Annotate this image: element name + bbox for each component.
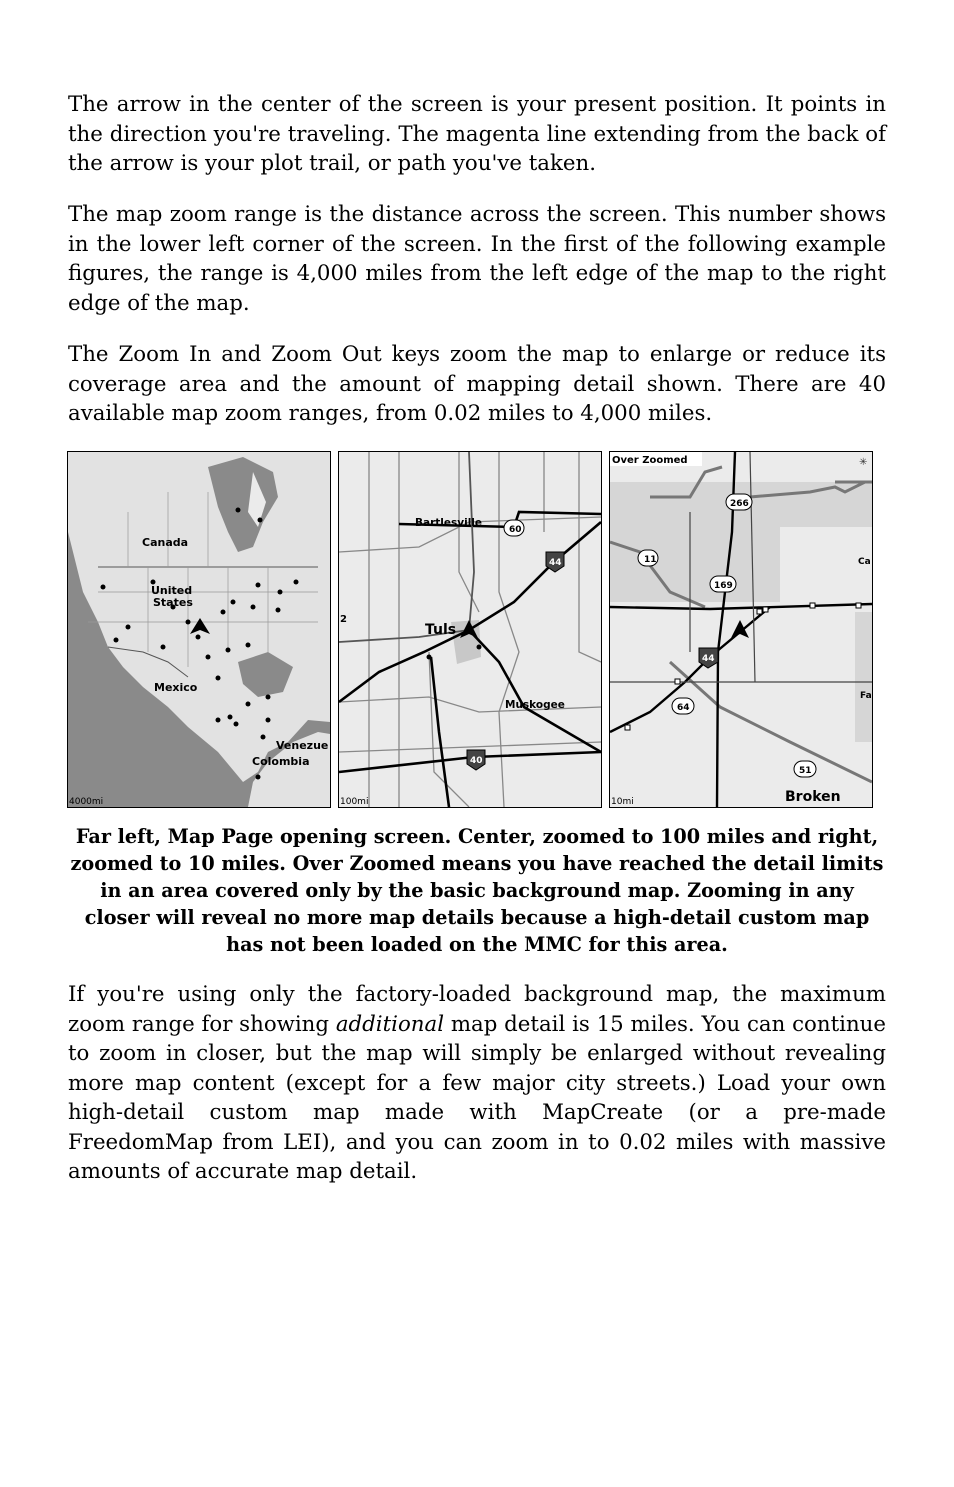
map2-range: 100mi [340,797,369,807]
map3-label-edge-f: Fa [860,691,872,701]
map1-label-colombia: Colombia [252,755,310,768]
map-screen-100mi [338,451,602,808]
map2-label-muskogee: Muskogee [505,699,565,711]
intro-paragraph-zoom-range: The map zoom range is the distance across the screen. This number shows in the lower left corner of the screen. In the first of the following example figures, the range is 4,000 miles from the left edge of the map to the right edge of the map. [68,202,886,316]
map1-label-states: States [153,596,193,609]
compass-icon: ✳ [859,457,868,468]
map2-label-bartlesville: Bartlesville [415,517,483,529]
map1-label-united: United [151,584,193,597]
map3-shield-r64: 64 [677,703,690,713]
map1-label-canada: Canada [142,536,189,549]
map3-shield-r169: 169 [714,581,733,591]
intro-paragraph-position: The arrow in the center of the screen is your present position. It points in the direction you're traveling. The magenta line extending from the back of the arrow is your plot trail, or path you've taken. [68,92,886,176]
map3-label-broken: Broken [785,789,841,805]
map1-label-mexico: Mexico [154,681,198,694]
map-screen-10mi [609,451,873,808]
p4-text-before: If you're using only the factory-loaded background map, the maximum zoom range for showing [68,982,886,1037]
map3-label-edge-c: Ca [858,557,871,567]
map2-label-edge: 2 [340,614,347,625]
map3-range: 10mi [611,797,634,807]
map-screen-4000mi [67,451,331,808]
map1-label-venezuela: Venezue [276,739,329,752]
map2-shield-i44: 44 [549,558,562,568]
map2-shield-us60: 60 [509,525,522,535]
paragraph-background-map [68,980,886,1187]
map3-shield-r11: 11 [644,555,657,565]
map3-shield-i44: 44 [702,654,715,664]
map2-label-tulsa: Tuls [425,622,457,638]
figure-caption: Far left, Map Page opening screen. Center, zoomed to 100 miles and right, zoomed to 10 miles. Over Zoomed means you have reached the detail limits in an area covered only by the basic background map. Zooming in any closer will reveal no more map details because a high-detail custom map has not been loaded on the MMC for this area. [70,825,884,956]
map3-shield-r51: 51 [799,766,812,776]
map3-shield-r266: 266 [730,499,749,509]
p4-text-after: map detail is 15 miles. You can continue to zoom in closer, but the map will simply be enlarged without revealing more map content (except for a few major city streets.) Load your own high-detail custom map made with MapCreate (or a pre-made FreedomMap from LEI), and you can zoom in to 0.02 miles with massive amounts of accurate map detail. [68,1011,886,1184]
map3-over-zoomed-label: Over Zoomed [612,455,688,466]
map-figure-row [67,451,873,808]
p4-emphasis: additional [335,1011,445,1037]
intro-paragraph-zoom-keys: The Zoom In and Zoom Out keys zoom the map to enlarge or reduce its coverage area and the amount of mapping detail shown. There are 40 available map zoom ranges, from 0.02 miles to 4,000 miles. [68,342,886,426]
map2-shield-i40: 40 [470,756,483,766]
map1-range: 4000mi [69,797,104,807]
